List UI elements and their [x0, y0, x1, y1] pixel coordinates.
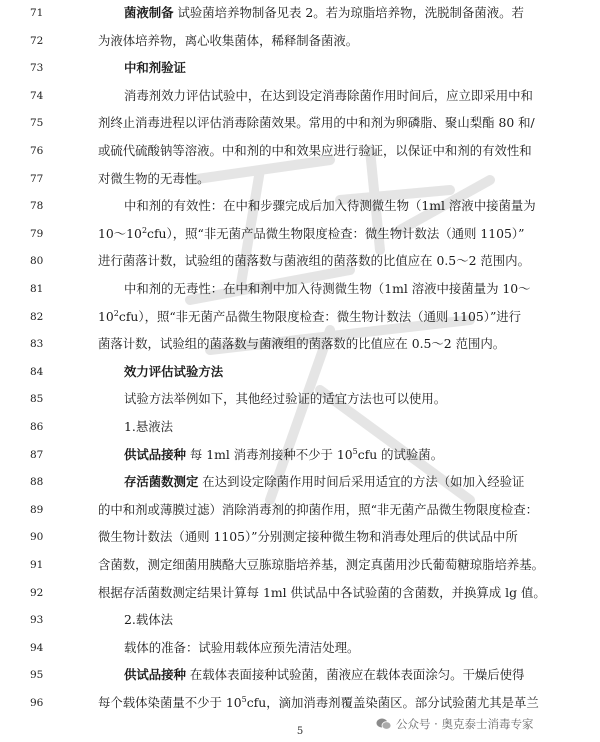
line-number: 89	[30, 503, 44, 516]
line-number: 86	[30, 421, 44, 433]
line-text	[98, 526, 560, 548]
line-number: 94	[30, 641, 44, 654]
document-line	[0, 333, 600, 355]
line-number: 76	[30, 145, 44, 157]
line-text	[98, 499, 560, 521]
text-run: 进行菌落计数，试验组的菌落数与菌液组的菌落数的比值应在 0.5～2 范围内。	[98, 253, 530, 269]
document-line	[0, 112, 600, 134]
document-line	[0, 195, 600, 217]
bold-term: 菌液制备	[124, 5, 174, 20]
text-run: 试验方法举例如下，其他经过验证的适宜方法也可以使用。	[124, 391, 447, 407]
line-text	[98, 554, 560, 576]
line-text	[124, 85, 560, 107]
document-line	[0, 664, 600, 686]
document-line	[0, 223, 600, 245]
text-run: 含菌数，测定细菌用胰酪大豆胨琼脂培养基，测定真菌用沙氏葡萄糖琼脂培养基。	[98, 557, 545, 572]
line-text	[124, 416, 560, 438]
document-line	[0, 499, 600, 521]
line-number: 87	[30, 448, 44, 461]
line-number: 82	[30, 310, 44, 323]
line-number: 93	[30, 614, 44, 627]
line-number: 81	[30, 283, 44, 295]
line-text	[124, 664, 560, 686]
text-run: 10～10	[98, 225, 142, 241]
text-run: 为液体培养物，离心收集菌体，稀释制备菌液。	[98, 32, 359, 48]
text-run: 5	[241, 694, 247, 704]
line-number: 74	[30, 89, 44, 102]
line-text	[124, 278, 560, 300]
text-run: 在载体表面接种试验菌，菌液应在载体表面涂匀。干燥后使得	[185, 667, 525, 683]
line-number: 80	[30, 255, 44, 268]
line-number: 83	[30, 338, 44, 351]
line-number: 95	[30, 669, 44, 682]
document-line	[0, 140, 600, 162]
line-text	[98, 112, 560, 134]
line-number: 90	[30, 531, 44, 544]
page-number: 5	[296, 726, 304, 737]
document-line	[0, 609, 600, 631]
text-run: cfu），照“非无菌产品微生物限度检查：微生物计数法（通则 1105）”	[147, 225, 525, 241]
line-text	[124, 637, 560, 659]
line-text	[124, 361, 560, 383]
text-run: 5	[352, 446, 358, 456]
line-number: 75	[30, 117, 44, 130]
line-text	[98, 333, 560, 355]
document-line	[0, 85, 600, 107]
text-run: 试验菌培养物制备见表 2。若为琼脂培养物，洗脱制备菌液。若	[173, 5, 524, 20]
text-run: 1.悬液法	[124, 419, 173, 434]
bold-term: 存活菌数测定	[124, 474, 199, 490]
text-run: 中和剂的有效性：在中和步骤完成后加入待测微生物（1ml 溶液中接菌量为	[124, 198, 536, 214]
watermark-text: 公众号 · 奥克泰士消毒专家	[396, 717, 534, 731]
text-run: 的中和剂或薄膜过滤）消除消毒剂的抑菌作用，照“非无菌产品微生物限度检查：	[98, 501, 539, 517]
line-number: 88	[30, 476, 44, 489]
bold-term: 效力评估试验方法	[124, 363, 224, 379]
text-run: 10	[98, 308, 114, 324]
line-number: 91	[30, 559, 44, 571]
line-number: 96	[30, 697, 44, 709]
text-run: cfu 的试验菌。	[357, 446, 444, 462]
line-number: 77	[30, 172, 44, 185]
text-run: 菌落计数，试验组的菌落数与菌液组的菌落数的比值应在 0.5～2 范围内。	[98, 336, 506, 352]
document-line	[0, 2, 600, 24]
line-number: 79	[30, 227, 44, 240]
document-line	[0, 57, 600, 79]
text-run: 2	[141, 225, 148, 235]
line-text	[124, 444, 560, 466]
line-number: 85	[30, 393, 44, 406]
text-run: 中和剂的无毒性：在中和剂中加入待测微生物（1ml 溶液中接菌量为 10～	[124, 281, 531, 296]
document-line	[0, 471, 600, 493]
text-run: 2.载体法	[124, 612, 173, 628]
text-run: 剂终止消毒进程以评估消毒除菌效果。常用的中和剂为卵磷脂、聚山梨酯 80 和/	[98, 115, 535, 131]
text-run: 或硫代硫酸钠等溶液。中和剂的中和效果应进行验证，以保证中和剂的有效性和	[98, 143, 532, 158]
text-run: 在达到设定除菌作用时间后采用适宜的方法（如加入经验证	[198, 474, 525, 490]
bold-term: 中和剂验证	[124, 60, 186, 76]
line-text	[124, 57, 560, 79]
line-number: 92	[30, 586, 44, 599]
line-text	[98, 306, 560, 328]
line-text	[98, 582, 560, 604]
line-text	[98, 140, 560, 162]
document-line	[0, 444, 600, 466]
line-number: 72	[30, 34, 44, 47]
line-text	[98, 250, 560, 272]
document-line	[0, 582, 600, 604]
document-line	[0, 554, 600, 576]
text-run: 消毒剂效力评估试验中，在达到设定消毒除菌作用时间后，应立即采用中和	[124, 87, 533, 103]
document-line	[0, 306, 600, 328]
text-run: 每 1ml 消毒剂接种不少于 10	[185, 446, 353, 462]
line-number: 84	[30, 365, 44, 378]
text-run: 2	[113, 308, 119, 318]
document-line	[0, 637, 600, 659]
text-run: 根据存活菌数测定结果计算每 1ml 供试品中各试验菌的含菌数，并换算成 lg 值。	[98, 584, 546, 600]
line-number: 71	[30, 7, 44, 19]
document-line	[0, 416, 600, 438]
document-line	[0, 168, 600, 190]
document-line	[0, 250, 600, 272]
text-run: 微生物计数法（通则 1105）”分别测定接种微生物和消毒处理后的供试品中所	[98, 529, 518, 545]
line-text	[124, 388, 560, 410]
document-line	[0, 361, 600, 383]
text-run: cfu），照“非无菌产品微生物限度检查：微生物计数法（通则 1105）”进行	[118, 308, 522, 324]
document-line	[0, 278, 600, 300]
line-text	[124, 2, 560, 24]
line-text	[98, 223, 560, 245]
line-text	[124, 471, 560, 493]
line-text	[124, 195, 560, 217]
line-number: 78	[30, 200, 44, 213]
text-run: 每个载体染菌量不少于 10	[98, 695, 242, 710]
text-run: 对微生物的无毒性。	[98, 170, 210, 186]
document-line	[0, 388, 600, 410]
bold-term: 供试品接种	[124, 667, 186, 683]
document-line	[0, 526, 600, 548]
line-number: 73	[30, 62, 44, 75]
line-text	[98, 30, 560, 52]
line-text	[98, 168, 560, 190]
line-text	[124, 609, 560, 631]
page-footer	[0, 708, 600, 742]
text-run: cfu，滴加消毒剂覆盖染菌区。部分试验菌尤其是革兰	[246, 695, 539, 710]
text-run: 载体的准备：试验用载体应预先清洁处理。	[124, 639, 360, 655]
bold-term: 供试品接种	[124, 446, 186, 462]
document-line	[0, 30, 600, 52]
